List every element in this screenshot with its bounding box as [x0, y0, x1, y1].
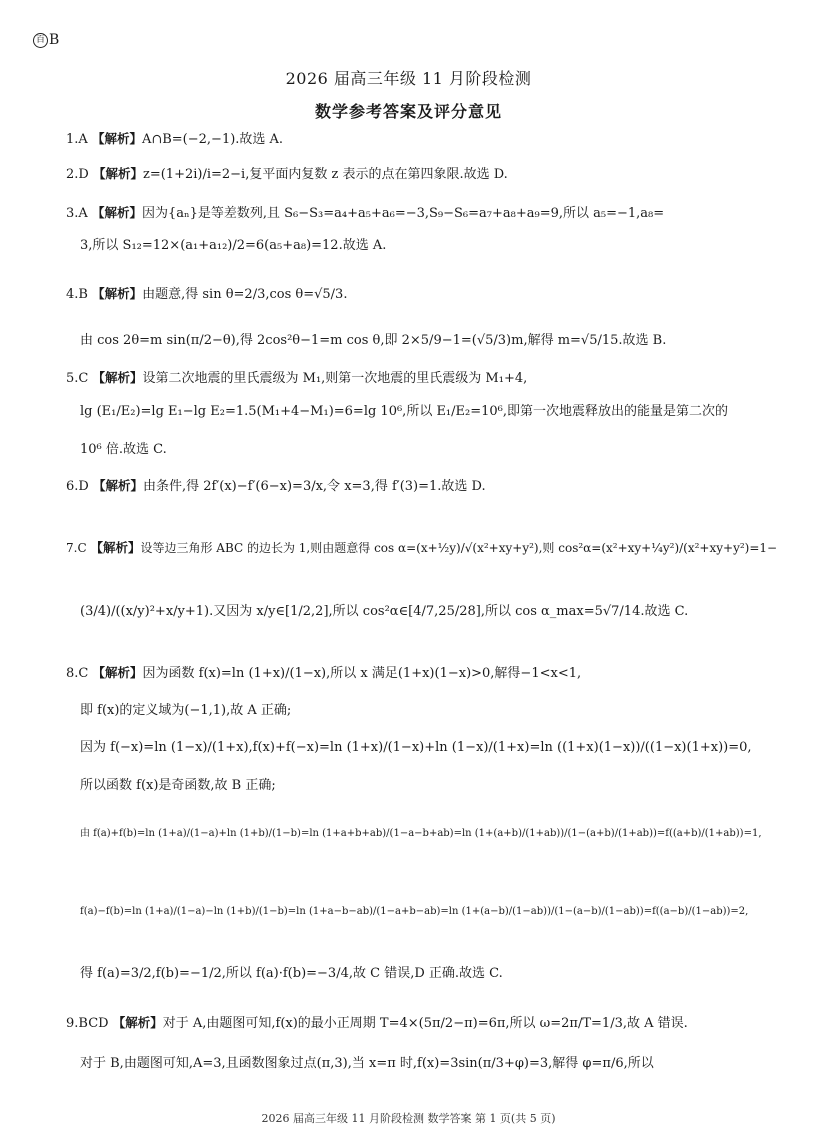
answer-text: 所以函数 f(x)是奇函数,故 B 正确; — [80, 778, 276, 793]
question-number: 6.D — [66, 479, 93, 494]
page-title: 2026 届高三年级 11 月阶段检测 — [285, 69, 532, 88]
analysis-tag: 【解析】 — [91, 131, 142, 146]
answer-text: 10⁶ 倍.故选 C. — [80, 442, 167, 457]
question-number: 1.A — [66, 132, 92, 147]
answer-line — [80, 333, 666, 349]
answer-line — [66, 1015, 688, 1032]
question-number: 2.D — [66, 167, 93, 182]
analysis-tag: 【解析】 — [92, 286, 143, 301]
answer-text: 3,所以 S₁₂=12×(a₁+a₁₂)/2=6(a₅+a₈)=12.故选 A. — [80, 238, 387, 253]
answer-text: 设等边三角形 ABC 的边长为 1,则由题意得 cos α=(x+½y)/√(x²+xy+y²),则 cos²α=(x²+xy+¼y²)/(x²+xy+y²)=1− — [140, 541, 778, 555]
answer-line — [66, 205, 664, 222]
answer-line — [66, 665, 581, 682]
answer-line — [66, 131, 283, 148]
answer-text: 因为函数 f(x)=ln (1+x)/(1−x),所以 x 满足(1+x)(1−x)>0,解得−1<x<1, — [142, 666, 582, 681]
answer-line — [80, 906, 748, 918]
answer-text: lg (E₁/E₂)=lg E₁−lg E₂=1.5(M₁+4−M₁)=6=lg 10⁶,所以 E₁/E₂=10⁶,即第一次地震释放出的能量是第二次的 — [80, 404, 729, 419]
page-footer: 2026 届高三年级 11 月阶段检测 数学答案 第 1 页(共 5 页) — [261, 1112, 556, 1125]
answer-line — [66, 370, 527, 387]
analysis-tag: 【解析】 — [91, 205, 142, 220]
answer-text: 由 cos 2θ=m sin(π/2−θ),得 2cos²θ−1=m cos θ,即 2×5/9−1=(√5/3)m,解得 m=√5/15.故选 B. — [80, 333, 667, 348]
answer-line — [80, 404, 728, 420]
answer-text: f(a)−f(b)=ln (1+a)/(1−a)−ln (1+b)/(1−b)=ln (1+a−b−ab)/(1−a+b−ab)=ln (1+(a−b)/(1−ab))/(1−(a−b)/(1−ab))=f((a−b)/(1−ab))=2, — [80, 906, 749, 917]
answer-line — [66, 540, 777, 555]
answer-line — [66, 478, 486, 495]
analysis-tag: 【解析】 — [92, 665, 143, 680]
answer-text: 由 f(a)+f(b)=ln (1+a)/(1−a)+ln (1+b)/(1−b)=ln (1+a+b+ab)/(1−a−b+ab)=ln (1+(a+b)/(1+ab))/(1−(a+b)/(1+ab))=f((a+b)/(1+ab))=1, — [80, 828, 762, 839]
page-subtitle: 数学参考答案及评分意见 — [314, 102, 502, 121]
answer-line — [80, 778, 276, 794]
question-number: 3.A — [66, 206, 92, 221]
answer-line — [80, 604, 688, 620]
corner-letter: B — [49, 32, 60, 48]
answer-line — [80, 703, 291, 719]
analysis-tag: 【解析】 — [92, 370, 143, 385]
analysis-tag: 【解析】 — [90, 540, 141, 555]
answer-line — [80, 238, 386, 254]
answer-text: 由条件,得 2f′(x)−f′(6−x)=3/x,令 x=3,得 f′(3)=1.故选 D. — [142, 479, 486, 494]
analysis-tag: 【解析】 — [92, 166, 143, 181]
analysis-tag: 【解析】 — [92, 478, 143, 493]
answer-text: 得 f(a)=3/2,f(b)=−1/2,所以 f(a)·f(b)=−3/4,故 C 错误,D 正确.故选 C. — [80, 966, 503, 981]
answer-text: z=(1+2i)/i=2−i,复平面内复数 z 表示的点在第四象限.故选 D. — [142, 167, 508, 182]
question-number: 8.C — [66, 666, 93, 681]
corner-mark — [33, 32, 59, 48]
answer-text: A∩B=(−2,−1).故选 A. — [141, 132, 284, 147]
answer-line — [66, 286, 347, 303]
answer-text: 设第二次地震的里氏震级为 M₁,则第一次地震的里氏震级为 M₁+4, — [142, 371, 528, 386]
answer-line — [66, 166, 508, 183]
answer-text: 即 f(x)的定义域为(−1,1),故 A 正确; — [80, 703, 292, 718]
answer-line — [80, 828, 762, 840]
answer-line — [80, 740, 752, 756]
answer-text: 因为 f(−x)=ln (1−x)/(1+x),f(x)+f(−x)=ln (1+x)/(1−x)+ln (1−x)/(1+x)=ln ((1+x)(1−x))/((1−x)(1+x))=0, — [80, 740, 752, 755]
answer-line — [80, 966, 503, 982]
question-number: 9.BCD — [66, 1016, 113, 1031]
answer-line — [80, 442, 167, 458]
question-number: 7.C — [66, 541, 91, 555]
answer-text: 对于 A,由题图可知,f(x)的最小正周期 T=4×(5π/2−π)=6π,所以 ω=2π/T=1/3,故 A 错误. — [162, 1016, 688, 1031]
question-number: 4.B — [66, 287, 93, 302]
answer-line — [80, 1056, 654, 1072]
answer-text: 由题意,得 sin θ=2/3,cos θ=√5/3. — [142, 287, 348, 302]
question-number: 5.C — [66, 371, 93, 386]
answer-text: 对于 B,由题图可知,A=3,且函数图象过点(π,3),当 x=π 时,f(x)=3sin(π/3+φ)=3,解得 φ=π/6,所以 — [80, 1056, 654, 1071]
corner-circle: 百 — [33, 33, 48, 48]
answer-text: (3/4)/((x/y)²+x/y+1).又因为 x/y∈[1/2,2],所以 cos²α∈[4/7,25/28],所以 cos α_max=5√7/14.故选 C. — [80, 604, 689, 619]
answer-text: 因为{aₙ}是等差数列,且 S₆−S₃=a₄+a₅+a₆=−3,S₉−S₆=a₇+a₈+a₉=9,所以 a₅=−1,a₈= — [141, 206, 665, 221]
analysis-tag: 【解析】 — [112, 1015, 163, 1030]
